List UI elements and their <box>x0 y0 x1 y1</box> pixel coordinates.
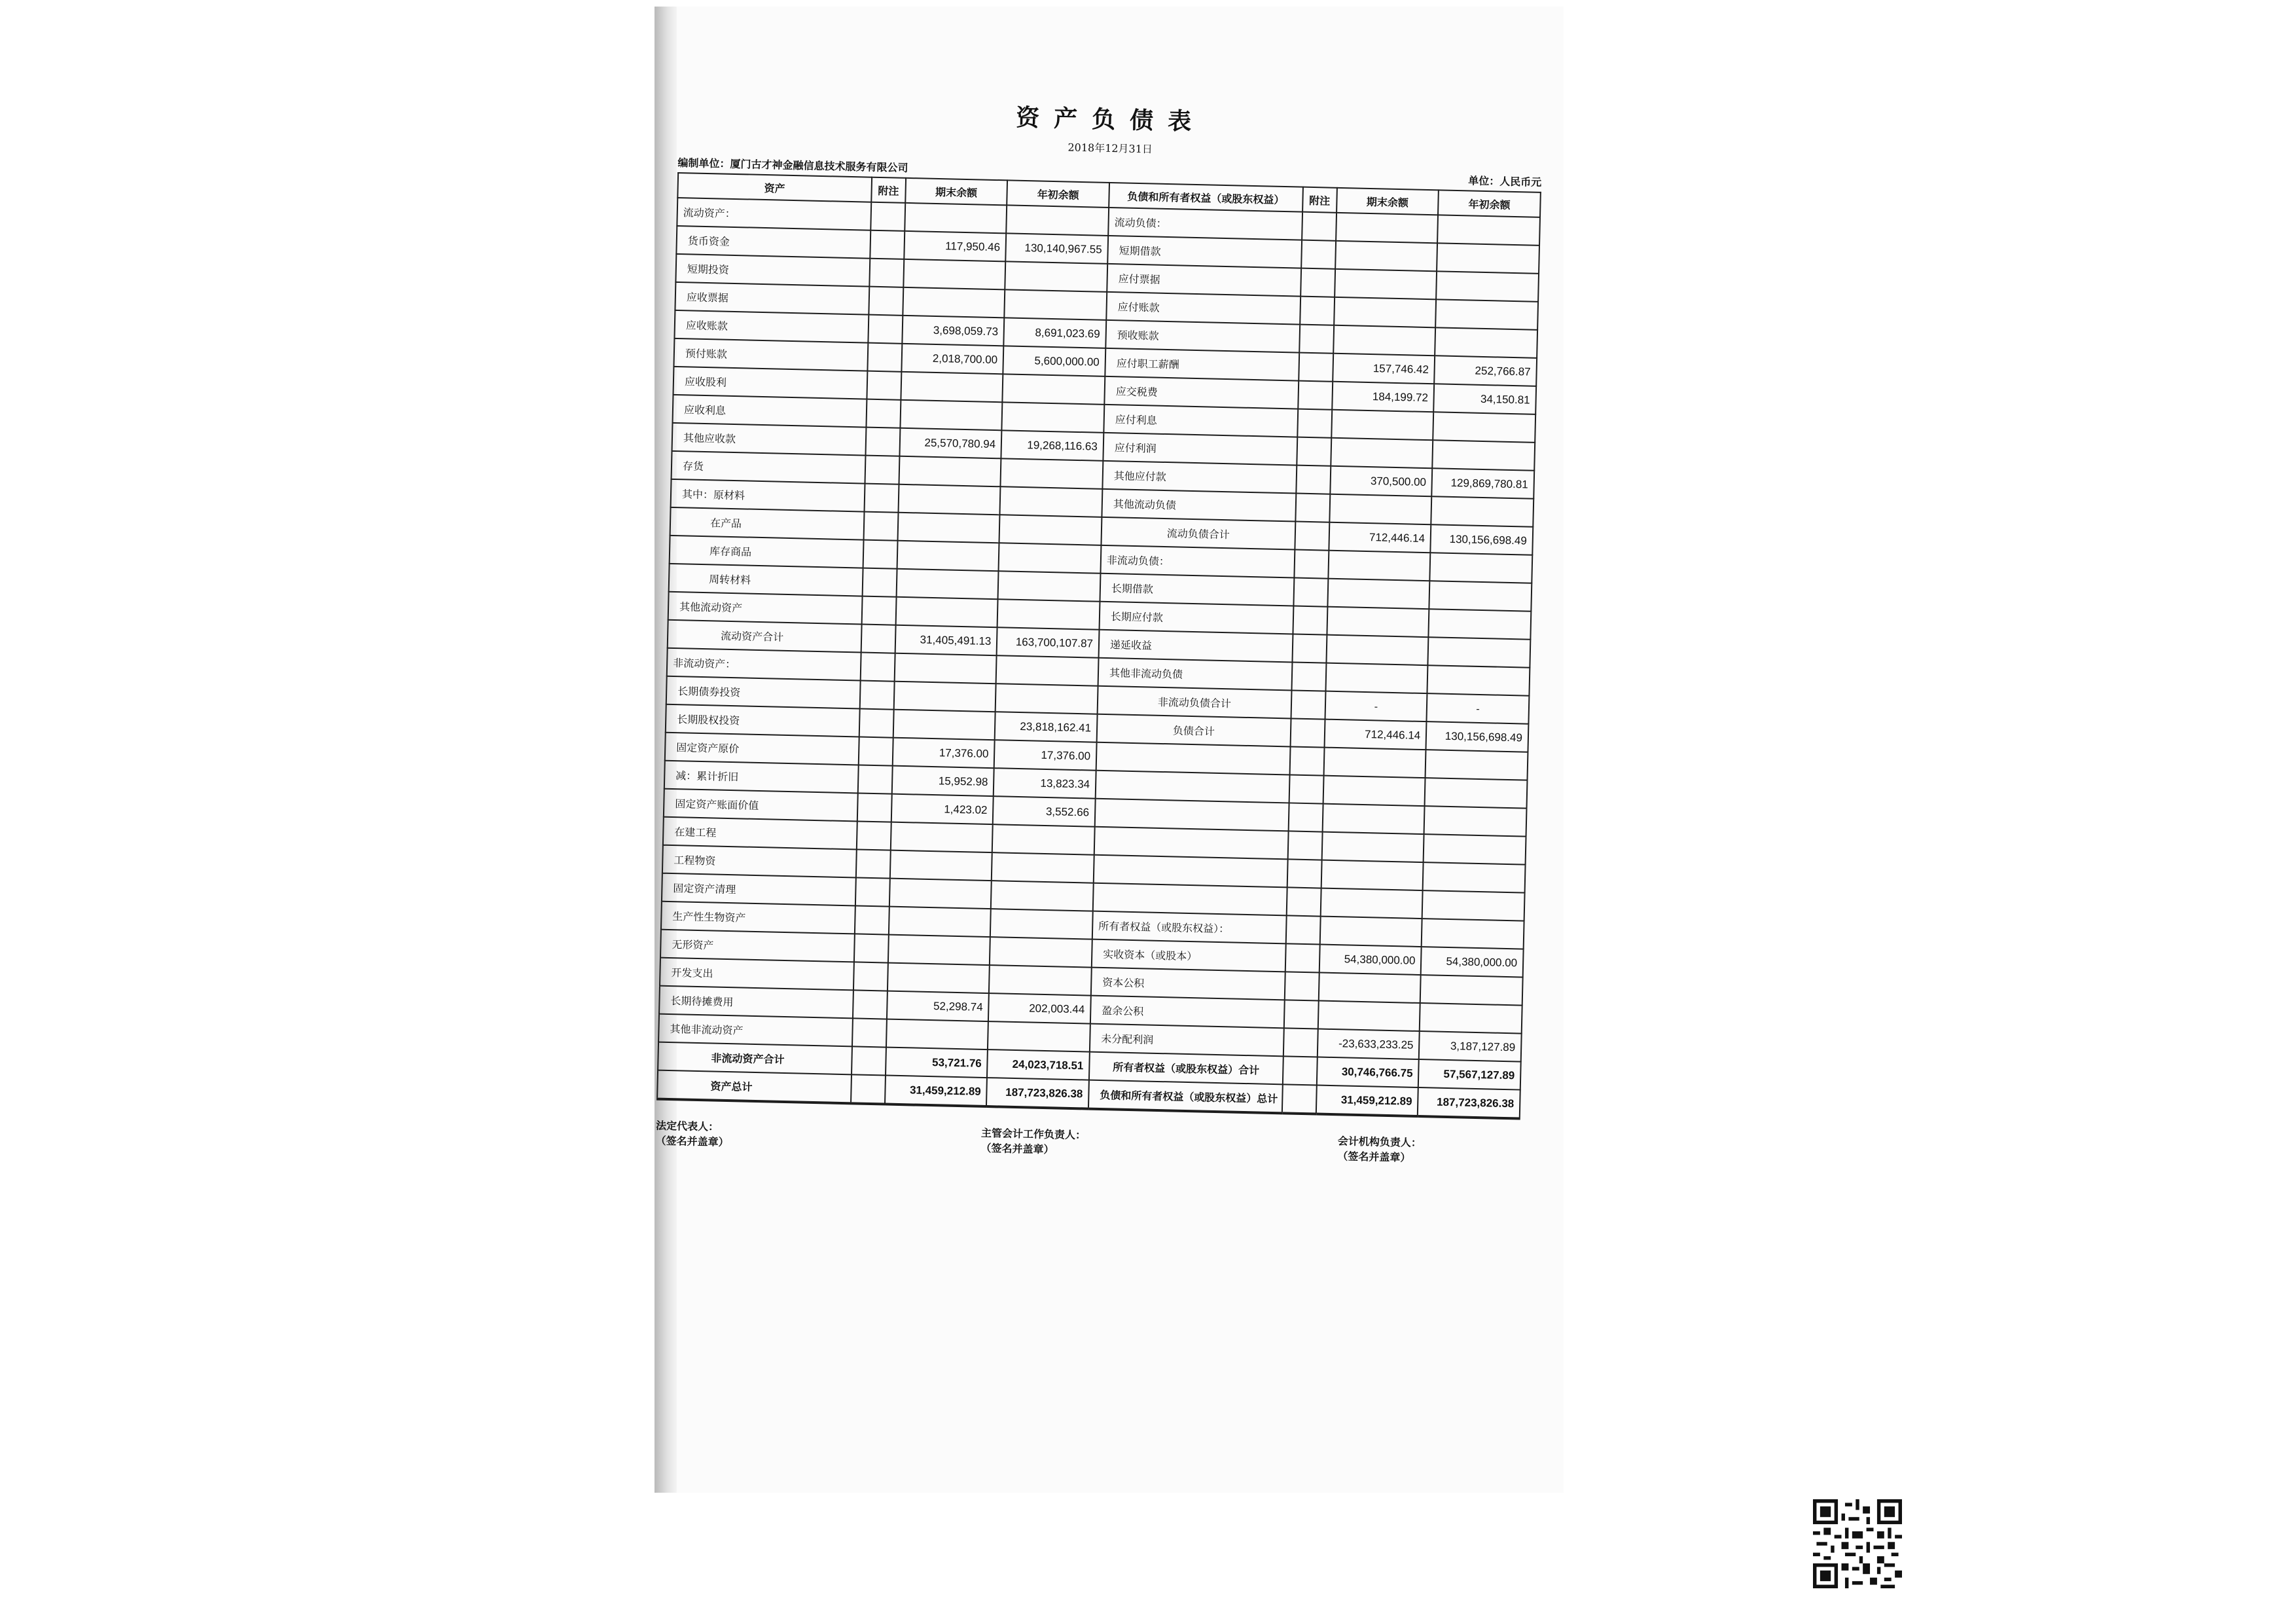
asset-item-label: 长期待摊费用 <box>659 986 853 1019</box>
liability-ending-balance: - <box>1325 691 1427 722</box>
asset-item-label: 非流动资产合计 <box>658 1042 852 1075</box>
liability-beginning-balance <box>1429 609 1532 640</box>
asset-note-cell <box>869 259 904 287</box>
legal-rep-signature <box>655 1118 729 1150</box>
liability-item-label: 资本公积 <box>1091 968 1285 1000</box>
column-header: 附注 <box>871 177 906 203</box>
liability-note-cell <box>1283 1056 1318 1085</box>
liability-item-label <box>1093 883 1287 916</box>
liability-item-label: 长期应付款 <box>1099 602 1293 634</box>
asset-note-cell <box>854 934 889 962</box>
liability-note-cell <box>1295 494 1330 522</box>
liability-ending-balance <box>1331 438 1433 469</box>
asset-item-label: 固定资产清理 <box>662 873 856 906</box>
column-header: 负债和所有者权益（或股东权益） <box>1109 183 1303 212</box>
liability-item-label: 负债合计 <box>1097 714 1291 747</box>
accounting-head-signature <box>980 1125 1086 1158</box>
liability-beginning-balance <box>1427 665 1530 696</box>
liability-beginning-balance <box>1422 919 1524 949</box>
asset-ending-balance: 2,018,700.00 <box>901 344 1004 374</box>
liability-beginning-balance <box>1424 806 1527 837</box>
asset-ending-balance <box>903 287 1005 318</box>
liability-note-cell <box>1282 1084 1317 1114</box>
liability-item-label: 流动负债： <box>1108 208 1302 240</box>
liability-ending-balance <box>1335 269 1437 300</box>
asset-note-cell <box>865 456 899 484</box>
asset-ending-balance: 52,298.74 <box>887 991 990 1022</box>
liability-ending-balance <box>1327 579 1430 610</box>
liability-ending-balance: 31,459,212.89 <box>1316 1085 1418 1116</box>
asset-ending-balance: 25,570,780.94 <box>899 428 1002 459</box>
liability-beginning-balance <box>1433 412 1535 443</box>
liability-beginning-balance: 34,150.81 <box>1433 384 1536 414</box>
asset-note-cell <box>863 512 898 541</box>
liability-item-label: 所有者权益（或股东权益）： <box>1092 911 1287 944</box>
asset-note-cell <box>870 230 905 259</box>
asset-beginning-balance <box>1003 374 1105 405</box>
asset-item-label: 在建工程 <box>663 817 857 850</box>
liability-ending-balance: 370,500.00 <box>1330 466 1433 497</box>
liability-beginning-balance <box>1437 215 1540 246</box>
liability-ending-balance <box>1318 1001 1420 1032</box>
liability-beginning-balance <box>1424 834 1526 865</box>
column-header: 年初余额 <box>1438 190 1541 217</box>
asset-beginning-balance: 17,376.00 <box>994 740 1097 771</box>
liability-beginning-balance <box>1435 299 1538 330</box>
asset-ending-balance <box>889 850 992 881</box>
asset-note-cell <box>868 315 903 344</box>
liability-note-cell <box>1289 775 1323 803</box>
liability-item-label <box>1094 855 1288 888</box>
asset-ending-balance <box>896 569 999 600</box>
asset-beginning-balance: 8,691,023.69 <box>1004 318 1107 348</box>
agency-head-signature <box>1337 1133 1422 1165</box>
asset-item-label: 在产品 <box>670 507 865 540</box>
asset-item-label: 流动资产合计 <box>668 620 862 653</box>
legal-rep-label: 法定代表人： <box>655 1119 719 1133</box>
liability-note-cell <box>1298 381 1333 410</box>
liability-item-label <box>1094 827 1289 860</box>
liability-item-label: 非流动负债合计 <box>1098 686 1292 719</box>
asset-beginning-balance: 23,818,162.41 <box>995 712 1098 742</box>
asset-beginning-balance <box>999 543 1102 574</box>
liability-ending-balance <box>1323 776 1426 807</box>
liability-beginning-balance <box>1420 975 1523 1006</box>
liability-item-label: 应付职工薪酬 <box>1105 348 1299 381</box>
asset-item-label: 应收票据 <box>675 282 869 315</box>
liability-note-cell <box>1285 915 1320 944</box>
asset-note-cell <box>865 428 900 456</box>
asset-beginning-balance: 187,723,826.38 <box>986 1078 1089 1109</box>
asset-item-label: 固定资产账面价值 <box>664 789 858 822</box>
asset-beginning-balance <box>1001 458 1103 489</box>
liability-ending-balance: 54,380,000.00 <box>1319 945 1422 976</box>
asset-ending-balance <box>889 907 992 938</box>
asset-item-label: 货币资金 <box>676 226 870 259</box>
liability-beginning-balance: 3,187,127.89 <box>1419 1031 1522 1062</box>
asset-ending-balance <box>890 822 993 853</box>
liability-ending-balance <box>1322 804 1425 835</box>
liability-item-label: 其他流动负债 <box>1102 489 1296 522</box>
liability-item-label: 递延收益 <box>1098 630 1293 663</box>
liability-beginning-balance: 130,156,698.49 <box>1431 524 1534 555</box>
asset-item-label: 生产性生物资产 <box>661 902 855 934</box>
liability-item-label: 应付账款 <box>1106 292 1300 325</box>
asset-item-label: 应收股利 <box>673 367 867 399</box>
asset-ending-balance: 53,721.76 <box>886 1048 988 1078</box>
liability-ending-balance: -23,633,233.25 <box>1317 1029 1420 1059</box>
balance-sheet-table <box>656 172 1541 1120</box>
asset-ending-balance <box>889 879 992 909</box>
liability-ending-balance <box>1328 551 1431 581</box>
liability-note-cell <box>1283 1028 1318 1057</box>
company-label: 编制单位：厦门古才神金融信息技术服务有限公司 <box>677 156 908 174</box>
liability-beginning-balance: 130,156,698.49 <box>1426 721 1529 752</box>
liability-note-cell <box>1294 550 1329 579</box>
liability-item-label: 短期借款 <box>1107 236 1302 268</box>
liability-note-cell <box>1300 268 1335 297</box>
liability-beginning-balance <box>1426 750 1528 780</box>
asset-beginning-balance <box>1002 402 1105 433</box>
liability-note-cell <box>1290 718 1325 747</box>
asset-ending-balance <box>897 513 1000 543</box>
asset-note-cell <box>859 681 894 710</box>
asset-beginning-balance: 163,700,107.87 <box>997 627 1100 658</box>
asset-note-cell <box>855 905 889 934</box>
liability-ending-balance <box>1323 748 1426 778</box>
liability-item-label: 未分配利润 <box>1090 1024 1284 1057</box>
liability-item-label: 其他非流动负债 <box>1098 658 1293 691</box>
asset-ending-balance <box>893 710 996 740</box>
liability-note-cell <box>1285 943 1319 972</box>
asset-item-label: 非流动资产： <box>667 648 861 681</box>
asset-item-label: 其他非流动资产 <box>658 1014 853 1047</box>
liability-beginning-balance <box>1422 890 1525 921</box>
liability-beginning-balance <box>1435 327 1537 358</box>
liability-note-cell <box>1293 606 1327 634</box>
document-title: 资产负债表 <box>1015 103 1206 136</box>
asset-ending-balance <box>895 597 998 628</box>
liability-ending-balance: 30,746,766.75 <box>1316 1057 1419 1087</box>
liability-ending-balance <box>1333 325 1436 356</box>
asset-note-cell <box>853 962 888 991</box>
asset-ending-balance: 1,423.02 <box>891 794 994 825</box>
asset-note-cell <box>858 765 893 793</box>
asset-note-cell <box>859 708 893 737</box>
asset-note-cell <box>861 625 895 653</box>
asset-note-cell <box>859 737 893 765</box>
asset-note-cell <box>864 484 899 513</box>
asset-item-label: 库存商品 <box>670 536 864 568</box>
asset-beginning-balance <box>992 852 1094 883</box>
liability-beginning-balance <box>1425 778 1528 809</box>
asset-ending-balance: 31,405,491.13 <box>895 625 997 656</box>
asset-beginning-balance <box>1000 486 1103 517</box>
liability-beginning-balance: 187,723,826.38 <box>1418 1087 1520 1119</box>
asset-beginning-balance <box>996 684 1098 714</box>
liability-note-cell <box>1288 803 1323 831</box>
asset-ending-balance: 17,376.00 <box>892 738 995 769</box>
asset-beginning-balance: 5,600,000.00 <box>1003 346 1106 376</box>
asset-ending-balance <box>898 484 1001 515</box>
unit-label: 单位：人民币元 <box>1467 174 1542 189</box>
liability-note-cell <box>1284 972 1319 1000</box>
liability-item-label <box>1096 742 1291 775</box>
liability-beginning-balance: 54,380,000.00 <box>1421 947 1524 977</box>
asset-ending-balance <box>903 259 1006 290</box>
asset-beginning-balance <box>996 655 1099 686</box>
asset-ending-balance: 3,698,059.73 <box>902 316 1005 346</box>
liability-item-label: 应付票据 <box>1107 264 1301 297</box>
liability-item-label: 所有者权益（或股东权益）合计 <box>1089 1052 1283 1085</box>
asset-note-cell <box>857 793 892 822</box>
asset-beginning-balance: 202,003.44 <box>988 993 1091 1024</box>
qr-code-icon <box>1813 1499 1902 1588</box>
column-header: 年初余额 <box>1007 180 1109 208</box>
asset-ending-balance: 117,950.46 <box>904 231 1007 262</box>
liability-ending-balance: 712,446.14 <box>1329 522 1431 553</box>
liability-ending-balance <box>1331 410 1434 441</box>
asset-item-label: 长期股权投资 <box>666 704 860 737</box>
asset-note-cell <box>862 568 897 597</box>
asset-beginning-balance: 13,823.34 <box>994 768 1096 799</box>
asset-item-label: 短期投资 <box>675 254 870 287</box>
asset-item-label: 周转材料 <box>669 564 863 596</box>
liability-beginning-balance <box>1436 271 1539 302</box>
asset-beginning-balance <box>1005 261 1108 292</box>
report-date: 2018年12月31日 <box>1067 141 1153 156</box>
liability-item-label: 预收账款 <box>1105 320 1300 353</box>
liability-item-label: 应交税费 <box>1104 376 1299 409</box>
liability-item-label: 应付利润 <box>1103 433 1297 465</box>
liability-note-cell <box>1286 887 1321 916</box>
liability-ending-balance: 712,446.14 <box>1324 720 1427 750</box>
column-header: 期末余额 <box>1336 188 1439 215</box>
liability-item-label: 负债和所有者权益（或股东权益）总计 <box>1088 1080 1283 1114</box>
asset-item-label: 其他流动资产 <box>668 592 863 625</box>
liability-item-label: 其他应付款 <box>1102 461 1297 494</box>
liability-ending-balance <box>1318 973 1421 1004</box>
asset-note-cell <box>867 371 901 400</box>
liability-beginning-balance <box>1430 553 1533 583</box>
asset-beginning-balance: 130,140,967.55 <box>1006 233 1109 264</box>
legal-rep-note: （签名并盖章） <box>655 1134 729 1149</box>
liability-note-cell <box>1296 465 1331 494</box>
asset-note-cell <box>870 202 905 231</box>
asset-beginning-balance <box>998 571 1101 602</box>
liability-beginning-balance <box>1420 1003 1522 1034</box>
liability-ending-balance <box>1321 832 1424 863</box>
liability-note-cell <box>1297 409 1332 438</box>
asset-beginning-balance <box>999 515 1102 545</box>
liability-ending-balance: 184,199.72 <box>1332 382 1435 412</box>
asset-beginning-balance <box>997 599 1100 630</box>
liability-ending-balance <box>1336 213 1439 244</box>
asset-note-cell <box>856 849 891 878</box>
liability-note-cell <box>1287 831 1322 860</box>
asset-note-cell <box>860 653 895 682</box>
asset-beginning-balance: 3,552.66 <box>993 796 1096 827</box>
asset-note-cell <box>853 990 888 1019</box>
asset-note-cell <box>851 1074 886 1104</box>
accounting-head-label: 主管会计工作负责人： <box>980 1126 1086 1142</box>
agency-head-note: （签名并盖章） <box>1337 1150 1411 1164</box>
asset-beginning-balance: 24,023,718.51 <box>987 1049 1090 1080</box>
liability-beginning-balance <box>1423 862 1526 893</box>
asset-item-label: 流动资产： <box>677 198 871 230</box>
asset-beginning-balance <box>991 881 1094 911</box>
asset-note-cell <box>852 1018 887 1047</box>
liability-beginning-balance: - <box>1427 693 1530 724</box>
liability-beginning-balance <box>1428 637 1531 668</box>
asset-item-label: 无形资产 <box>660 930 855 962</box>
asset-note-cell <box>869 287 903 316</box>
asset-beginning-balance <box>990 909 1093 939</box>
liability-note-cell <box>1302 212 1336 241</box>
liability-note-cell <box>1291 690 1325 719</box>
liability-item-label: 盈余公积 <box>1090 996 1285 1029</box>
liability-item-label: 非流动负债： <box>1100 545 1295 578</box>
liability-note-cell <box>1284 1000 1319 1029</box>
liability-note-cell <box>1300 297 1335 325</box>
liability-item-label <box>1096 771 1290 803</box>
asset-note-cell <box>852 1046 886 1075</box>
asset-ending-balance <box>888 963 990 994</box>
asset-item-label: 应收账款 <box>674 310 869 343</box>
liability-item-label: 实收资本（或股本） <box>1092 939 1286 972</box>
liability-beginning-balance <box>1431 496 1534 527</box>
asset-beginning-balance <box>988 1021 1090 1052</box>
liability-beginning-balance: 57,567,127.89 <box>1418 1059 1521 1090</box>
asset-item-label: 应收利息 <box>673 395 867 428</box>
asset-ending-balance: 15,952.98 <box>891 766 994 797</box>
liability-ending-balance <box>1326 635 1429 666</box>
liability-note-cell <box>1297 437 1331 466</box>
liability-note-cell <box>1289 746 1324 775</box>
asset-note-cell <box>855 877 890 906</box>
asset-item-label: 其中：原材料 <box>671 479 865 512</box>
asset-ending-balance <box>894 653 997 684</box>
liability-item-label: 应付利息 <box>1103 405 1298 437</box>
accounting-head-note: （签名并盖章） <box>980 1141 1054 1156</box>
asset-note-cell <box>866 399 901 428</box>
liability-item-label: 长期借款 <box>1100 574 1294 606</box>
liability-beginning-balance: 252,766.87 <box>1434 356 1537 386</box>
asset-note-cell <box>863 540 897 569</box>
liability-note-cell <box>1293 577 1328 606</box>
liability-ending-balance <box>1334 297 1437 328</box>
asset-ending-balance: 31,459,212.89 <box>885 1076 988 1107</box>
liability-beginning-balance <box>1429 581 1532 611</box>
liability-note-cell <box>1301 240 1336 269</box>
asset-ending-balance <box>886 1019 989 1050</box>
asset-item-label: 减：累计折旧 <box>664 761 859 793</box>
asset-beginning-balance <box>992 824 1095 855</box>
asset-beginning-balance: 19,268,116.63 <box>1001 430 1104 461</box>
liability-ending-balance <box>1327 607 1429 638</box>
liability-ending-balance <box>1325 663 1428 694</box>
asset-beginning-balance <box>1005 289 1107 320</box>
liability-ending-balance <box>1320 888 1423 919</box>
liability-note-cell <box>1299 353 1333 382</box>
asset-item-label: 存货 <box>672 451 866 484</box>
asset-note-cell <box>861 596 896 625</box>
asset-item-label: 工程物资 <box>662 845 857 878</box>
liability-item-label <box>1095 799 1289 831</box>
liability-note-cell <box>1299 325 1334 354</box>
liability-ending-balance <box>1335 241 1438 272</box>
asset-ending-balance <box>900 400 1003 431</box>
asset-ending-balance <box>893 682 996 712</box>
asset-item-label: 固定资产原价 <box>665 733 859 765</box>
asset-ending-balance <box>897 541 999 572</box>
agency-head-label: 会计机构负责人： <box>1337 1135 1422 1150</box>
liability-ending-balance <box>1329 494 1432 525</box>
column-header: 附注 <box>1302 187 1337 213</box>
asset-beginning-balance <box>989 965 1092 996</box>
asset-beginning-balance <box>990 937 1092 968</box>
asset-note-cell <box>857 821 891 850</box>
asset-beginning-balance <box>1007 205 1109 236</box>
asset-item-label: 长期债券投资 <box>666 676 861 709</box>
liability-ending-balance <box>1319 917 1422 947</box>
liability-note-cell <box>1291 662 1326 691</box>
liability-item-label: 流动负债合计 <box>1101 517 1295 550</box>
liability-note-cell <box>1292 634 1327 663</box>
asset-item-label: 预付账款 <box>673 338 868 371</box>
asset-item-label: 开发支出 <box>660 958 854 991</box>
table-body <box>657 198 1540 1119</box>
liability-beginning-balance <box>1432 440 1535 471</box>
liability-note-cell <box>1295 522 1329 551</box>
column-header: 资产 <box>677 173 872 202</box>
asset-ending-balance <box>888 935 991 966</box>
asset-note-cell <box>867 343 902 372</box>
asset-item-label: 其他应收款 <box>672 423 867 456</box>
column-header: 期末余额 <box>905 178 1007 206</box>
liability-ending-balance <box>1321 860 1424 891</box>
liability-beginning-balance <box>1437 243 1539 274</box>
asset-ending-balance <box>899 456 1001 487</box>
asset-item-label: 资产总计 <box>657 1070 852 1104</box>
liability-ending-balance: 157,746.42 <box>1333 354 1435 384</box>
balance-sheet-document <box>655 92 1543 1167</box>
liability-beginning-balance: 129,869,780.81 <box>1432 468 1535 499</box>
asset-ending-balance <box>905 203 1007 234</box>
liability-note-cell <box>1287 859 1321 888</box>
asset-ending-balance <box>901 372 1003 403</box>
